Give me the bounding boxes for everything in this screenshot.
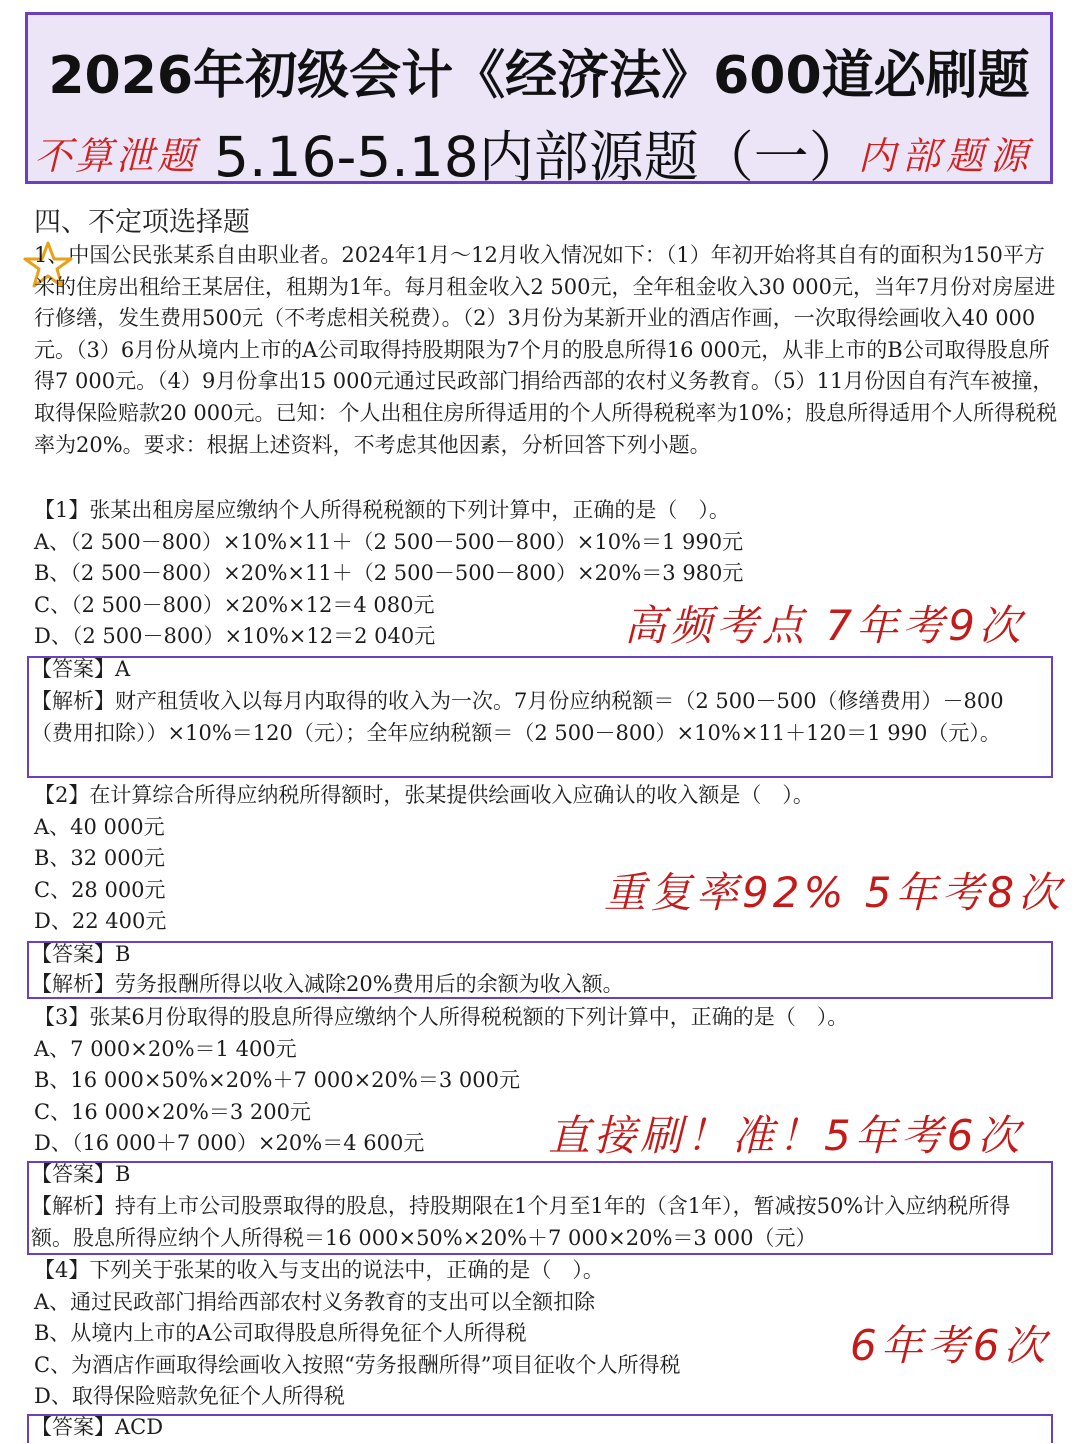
question-1-analysis: 【解析】财产租赁收入以每月内取得的收入为一次。7月份应纳税额＝（2 500－500（修缮费用）－800（费用扣除））×10%＝120（元）；全年应纳税额＝（2 500－800）×10%×11＋120＝1 990（元）。: [31, 689, 1004, 745]
stamp-not-leaked: 不算泄题: [34, 134, 199, 178]
stamp-internal-source: 内部题源: [858, 134, 1035, 178]
question-4-handwritten-note: 6年考6次: [850, 1321, 1050, 1370]
question-1-option-a: A、（2 500－800）×10%×11＋（2 500－500－800）×10%＝1 990元: [34, 530, 744, 554]
question-4-option-c: C、为酒店作画取得绘画收入按照“劳务报酬所得”项目征收个人所得税: [34, 1353, 681, 1377]
question-4-answer: 【答案】ACD: [31, 1415, 164, 1439]
question-3-option-a: A、7 000×20%＝1 400元: [34, 1037, 297, 1061]
question-2-option-c: C、28 000元: [34, 878, 166, 902]
question-1-handwritten-note: 高频考点 7年考9次: [624, 601, 1025, 650]
question-4-option-b: B、从境内上市的A公司取得股息所得免征个人所得税: [34, 1321, 527, 1345]
title-banner: [25, 12, 1053, 189]
question-1-option-c: C、（2 500－800）×20%×12＝4 080元: [34, 593, 435, 617]
case-description: 1、中国公民张某系自由职业者。2024年1月～12月收入情况如下：（1）年初开始将其自有的面积为150平方米的住房出租给王某居住，租期为1年。每月租金收入2 500元，全年租金收入30 000元，当年7月份对房屋进行修缮，发生费用500元（不考虑相关税费）。（2）3月份为某新开业的酒店作画，一次取得绘画收入40 000元。（3）6月份从境内上市的A公司取得持股期限为7个月的股息所得16 000元，从非上市的B公司取得股息所得7 000元。（4）9月份拿出15 000元通过民政部门捐给西部的农村义务教育。（5）11月份因自有汽车被撞，取得保险赔款20 000元。已知：个人出租住房所得适用的个人所得税税率为10%；股息所得适用个人所得税税率为20%。要求：根据上述资料，不考虑其他因素，分析回答下列小题。: [34, 243, 1058, 457]
question-3-stem: 【3】张某6月份取得的股息所得应缴纳个人所得税税额的下列计算中，正确的是（ ）。: [34, 1005, 849, 1029]
question-4-answer-box: [27, 1414, 1053, 1443]
question-2-handwritten-note: 重复率92% 5年考8次: [604, 868, 1065, 917]
question-2-stem: 【2】在计算综合所得应纳税所得额时，张某提供绘画收入应确认的收入额是（ ）。: [34, 783, 814, 807]
question-4-option-d: D、取得保险赔款免征个人所得税: [34, 1384, 345, 1408]
section-title: 四、不定项选择题: [34, 207, 250, 238]
question-3-analysis: 【解析】持有上市公司股票取得的股息，持股期限在1个月至1年的（含1年），暂减按50%计入应纳税所得额。股息所得应纳个人所得税＝16 000×50%×20%＋7 000×20%＝3 000（元）: [31, 1194, 1011, 1250]
question-3-handwritten-note: 直接刷！准！5年考6次: [548, 1111, 1024, 1160]
question-2-analysis: 【解析】劳务报酬所得以收入减除20%费用后的余额为收入额。: [31, 972, 624, 996]
question-2-option-d: D、22 400元: [34, 909, 167, 933]
question-3-option-d: D、（16 000＋7 000）×20%＝4 600元: [34, 1131, 425, 1155]
question-4-stem: 【4】下列关于张某的收入与支出的说法中，正确的是（ ）。: [34, 1258, 604, 1282]
question-2-answer-box: [27, 941, 1053, 999]
question-2-option-b: B、32 000元: [34, 846, 165, 870]
page-title: 2026年初级会计《经济法》600道必刷题: [48, 46, 1030, 106]
question-1-option-d: D、（2 500－800）×10%×12＝2 040元: [34, 624, 436, 648]
question-3-answer: 【答案】B: [31, 1162, 131, 1186]
question-3-option-c: C、16 000×20%＝3 200元: [34, 1100, 311, 1124]
question-3-answer-box: [27, 1161, 1053, 1255]
question-1-answer: 【答案】A: [31, 657, 131, 681]
page-subtitle: 5.16-5.18内部源题（一）: [214, 125, 864, 189]
question-4-option-a: A、通过民政部门捐给西部农村义务教育的支出可以全额扣除: [34, 1290, 596, 1314]
question-1-answer-box: [27, 656, 1053, 778]
subtitle-row: [28, 113, 1050, 189]
question-1-stem: 【1】张某出租房屋应缴纳个人所得税税额的下列计算中，正确的是（ ）。: [34, 498, 730, 522]
question-2-answer: 【答案】B: [31, 942, 131, 966]
question-3-option-b: B、16 000×50%×20%＋7 000×20%＝3 000元: [34, 1068, 520, 1092]
question-2-option-a: A、40 000元: [34, 815, 165, 839]
question-1-option-b: B、（2 500－800）×20%×11＋（2 500－500－800）×20%＝3 980元: [34, 561, 744, 585]
